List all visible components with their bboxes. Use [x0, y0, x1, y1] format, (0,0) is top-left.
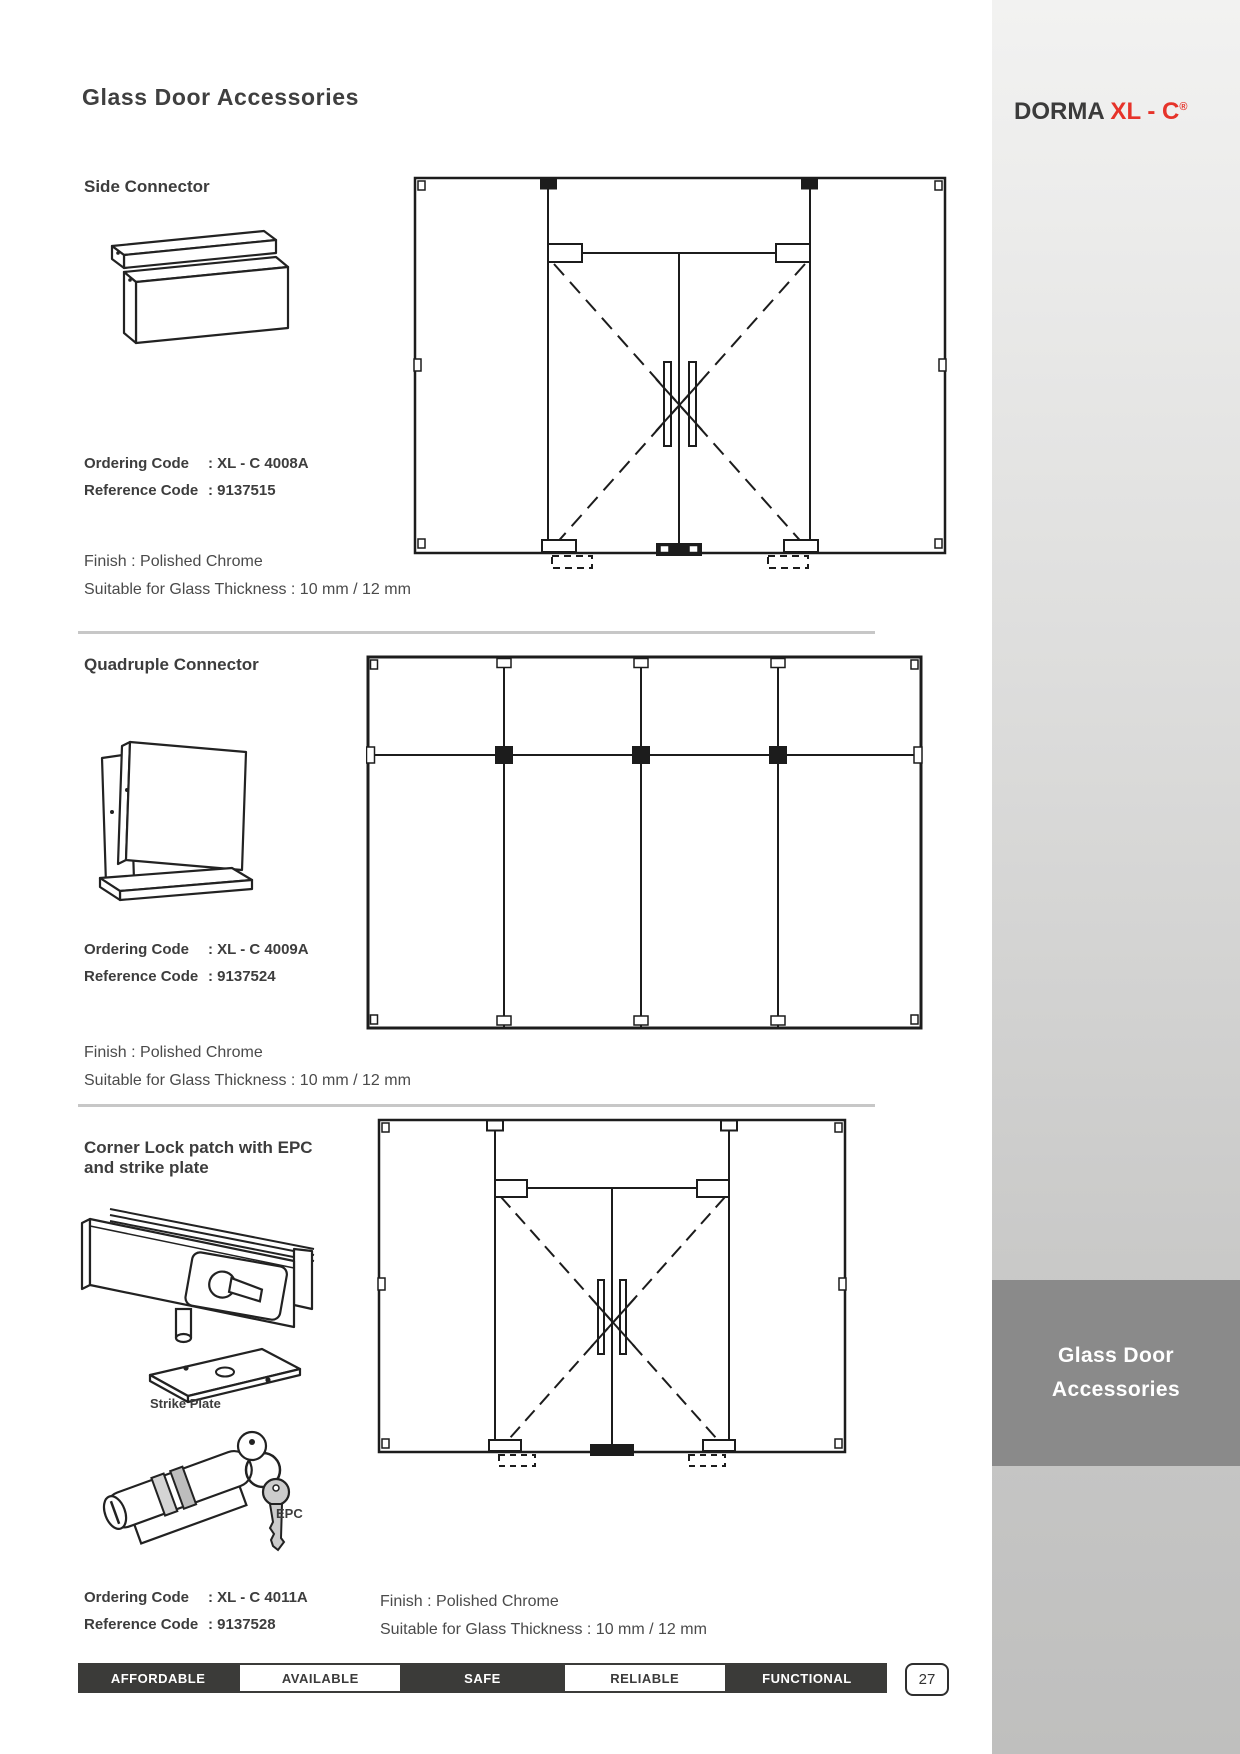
reference-code-label: Reference Code	[84, 482, 199, 499]
sidebar-tab-line2: Accessories	[1051, 1378, 1181, 1401]
strike-plate-label: Strike Plate	[150, 1396, 221, 1411]
section2-heading: Quadruple Connector	[84, 655, 259, 674]
double-door-elevation-diagram	[413, 176, 947, 571]
section1-heading: Side Connector	[84, 177, 210, 196]
section3-heading-line1: Corner Lock patch with EPC	[84, 1138, 313, 1157]
registered-mark: ®	[1179, 101, 1188, 113]
ordering-code-value: : XL - C 4008A	[208, 455, 309, 472]
quadruple-connector-product-drawing	[84, 712, 284, 917]
section1-codes	[84, 450, 309, 504]
glass-wall-elevation-diagram	[366, 655, 923, 1033]
section-divider-1	[78, 631, 875, 634]
ordering-code-label: Ordering Code	[84, 1589, 190, 1606]
ordering-code-label: Ordering Code	[84, 941, 190, 958]
page-title: Glass Door Accessories	[82, 84, 359, 110]
sidebar-tab-line1: Glass Door	[1057, 1344, 1175, 1367]
side-connector-product-drawing	[86, 222, 306, 357]
section3-codes	[84, 1584, 308, 1638]
ordering-code-value: : XL - C 4011A	[208, 1589, 308, 1606]
badge-safe: SAFE	[402, 1663, 562, 1693]
brand-logo	[1014, 98, 1187, 126]
footer-badge-bar	[78, 1663, 887, 1693]
section2-finish: Finish : Polished Chrome	[84, 1044, 263, 1061]
badge-reliable: RELIABLE	[563, 1663, 727, 1693]
section1-finish: Finish : Polished Chrome	[84, 553, 263, 570]
brand-model: XL - C	[1103, 98, 1180, 125]
section-divider-2	[78, 1104, 875, 1107]
sidebar-section-tab	[992, 1280, 1240, 1466]
section2-codes	[84, 936, 309, 990]
reference-code-value: : 9137515	[208, 482, 276, 499]
ordering-code-value: : XL - C 4009A	[208, 941, 309, 958]
reference-code-label: Reference Code	[84, 1616, 199, 1633]
corner-lock-elevation-diagram	[377, 1118, 847, 1470]
epc-label: EPC	[276, 1506, 303, 1521]
section1-thickness: Suitable for Glass Thickness : 10 mm / 12 mm	[84, 581, 411, 598]
reference-code-value: : 9137524	[208, 968, 276, 985]
reference-code-label: Reference Code	[84, 968, 199, 985]
section2-thickness: Suitable for Glass Thickness : 10 mm / 12 mm	[84, 1072, 411, 1089]
badge-functional: FUNCTIONAL	[727, 1663, 887, 1693]
badge-available: AVAILABLE	[238, 1663, 402, 1693]
brand-name: DORMA	[1014, 98, 1104, 125]
epc-cylinder-drawing	[100, 1418, 315, 1568]
section3-thickness: Suitable for Glass Thickness : 10 mm / 12 mm	[380, 1621, 707, 1638]
badge-affordable: AFFORDABLE	[78, 1663, 238, 1693]
corner-lock-product-drawing	[80, 1205, 320, 1355]
section3-heading-line2: and strike plate	[84, 1158, 209, 1177]
page-number: 27	[905, 1663, 949, 1696]
ordering-code-label: Ordering Code	[84, 455, 190, 472]
reference-code-value: : 9137528	[208, 1616, 276, 1633]
right-sidebar	[992, 0, 1240, 1754]
section3-finish: Finish : Polished Chrome	[380, 1593, 559, 1610]
section3-heading	[84, 1138, 313, 1178]
